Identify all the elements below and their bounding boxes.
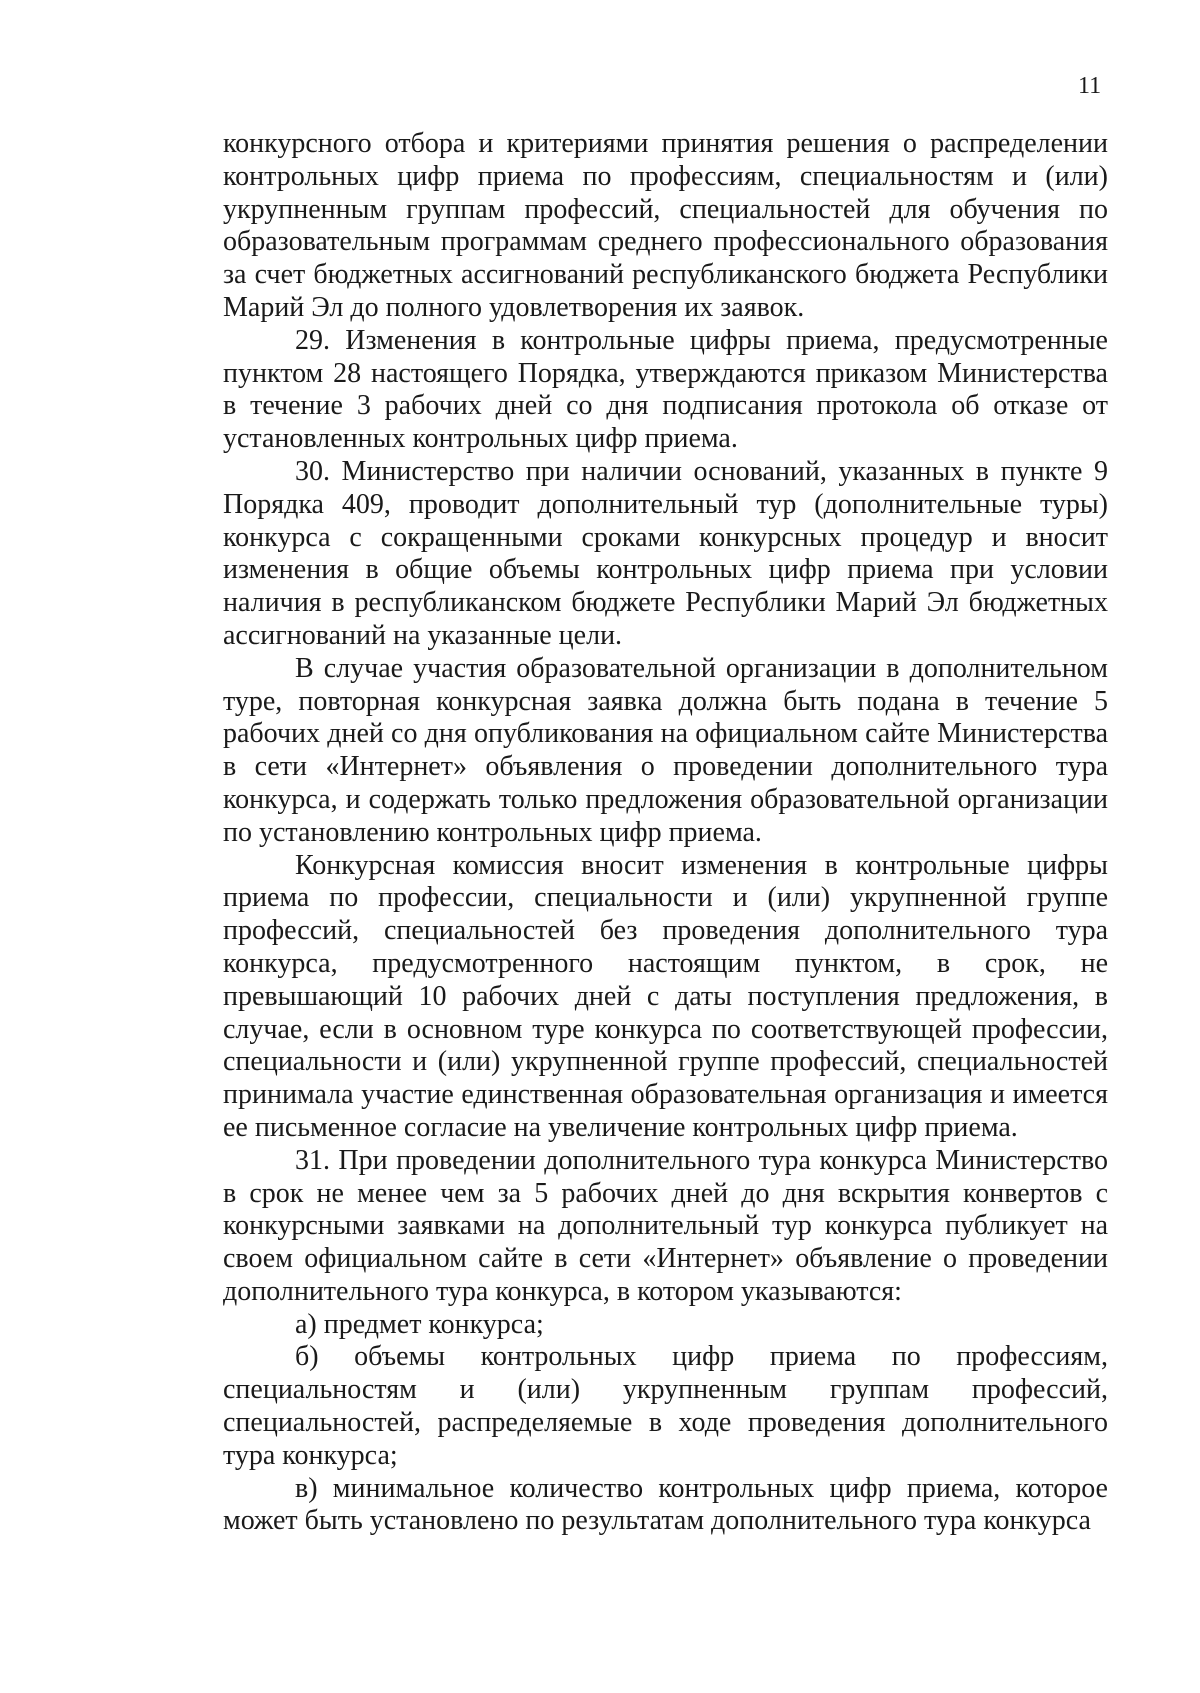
paragraph-item-30: 30. Министерство при наличии оснований, указанных в пункте 9 Порядка 409, проводит дополнительный тур (дополнительные туры) конкурса с сокращенными сроками конкурсных процедур и вносит изменения в общие объемы контрольных цифр приема при условии наличия в республиканском бюджете Республики Марий Эл бюджетных ассигнований на указанные цели. [223,455,1108,651]
paragraph-item-31-a: а) предмет конкурса; [295,1308,544,1340]
page-number: 11 [1078,73,1102,99]
document-body [223,128,1108,1538]
paragraph-item-31-v: в) минимальное количество контрольных цифр приема, которое может быть установлено по результатам дополнительного тура конкурса [223,1472,1108,1537]
paragraph-item-31: 31. При проведении дополнительного тура конкурса Министерство в срок не менее чем за 5 рабочих дней до дня вскрытия конвертов с конкурсными заявками на дополнительный тур конкурса публикует на своем официальном сайте в сети «Интернет» объявление о проведении дополнительного тура конкурса, в котором указываются: [223,1144,1108,1307]
paragraph-item-29: 29. Изменения в контрольные цифры приема, предусмотренные пунктом 28 настоящего Порядка, утверждаются приказом Министерства в течение 3 рабочих дней со дня подписания протокола об отказе от установленных контрольных цифр приема. [223,324,1108,455]
paragraph-item-30-commission: Конкурсная комиссия вносит изменения в контрольные цифры приема по профессии, специальности и (или) укрупненной группе профессий, специальностей без проведения дополнительного тура конкурса, предусмотренного настоящим пунктом, в срок, не превышающий 10 рабочих дней с даты поступления предложения, в случае, если в основном туре конкурса по соответствующей профессии, специальности и (или) укрупненной группе профессий, специальностей принимала участие единственная образовательная организация и имеется ее письменное согласие на увеличение контрольных цифр приема. [223,849,1108,1143]
paragraph-item-31-b: б) объемы контрольных цифр приема по профессиям, специальностям и (или) укрупненным группам профессий, специальностей, распределяемые в ходе проведения дополнительного тура конкурса; [223,1341,1108,1471]
paragraph-item-30-participation: В случае участия образовательной организации в дополнительном туре, повторная конкурсная заявка должна быть подана в течение 5 рабочих дней со дня опубликования на официальном сайте Министерства в сети «Интернет» объявления о проведении дополнительного тура конкурса, и содержать только предложения образовательной организации по установлению контрольных цифр приема. [223,652,1108,848]
paragraph-continuation: конкурсного отбора и критериями принятия решения о распределении контрольных цифр приема по профессиям, специальностям и (или) укрупненным группам профессий, специальностей для обучения по образовательным программам среднего профессионального образования за счет бюджетных ассигнований республиканского бюджета Республики Марий Эл до полного удовлетворения их заявок. [223,128,1108,323]
